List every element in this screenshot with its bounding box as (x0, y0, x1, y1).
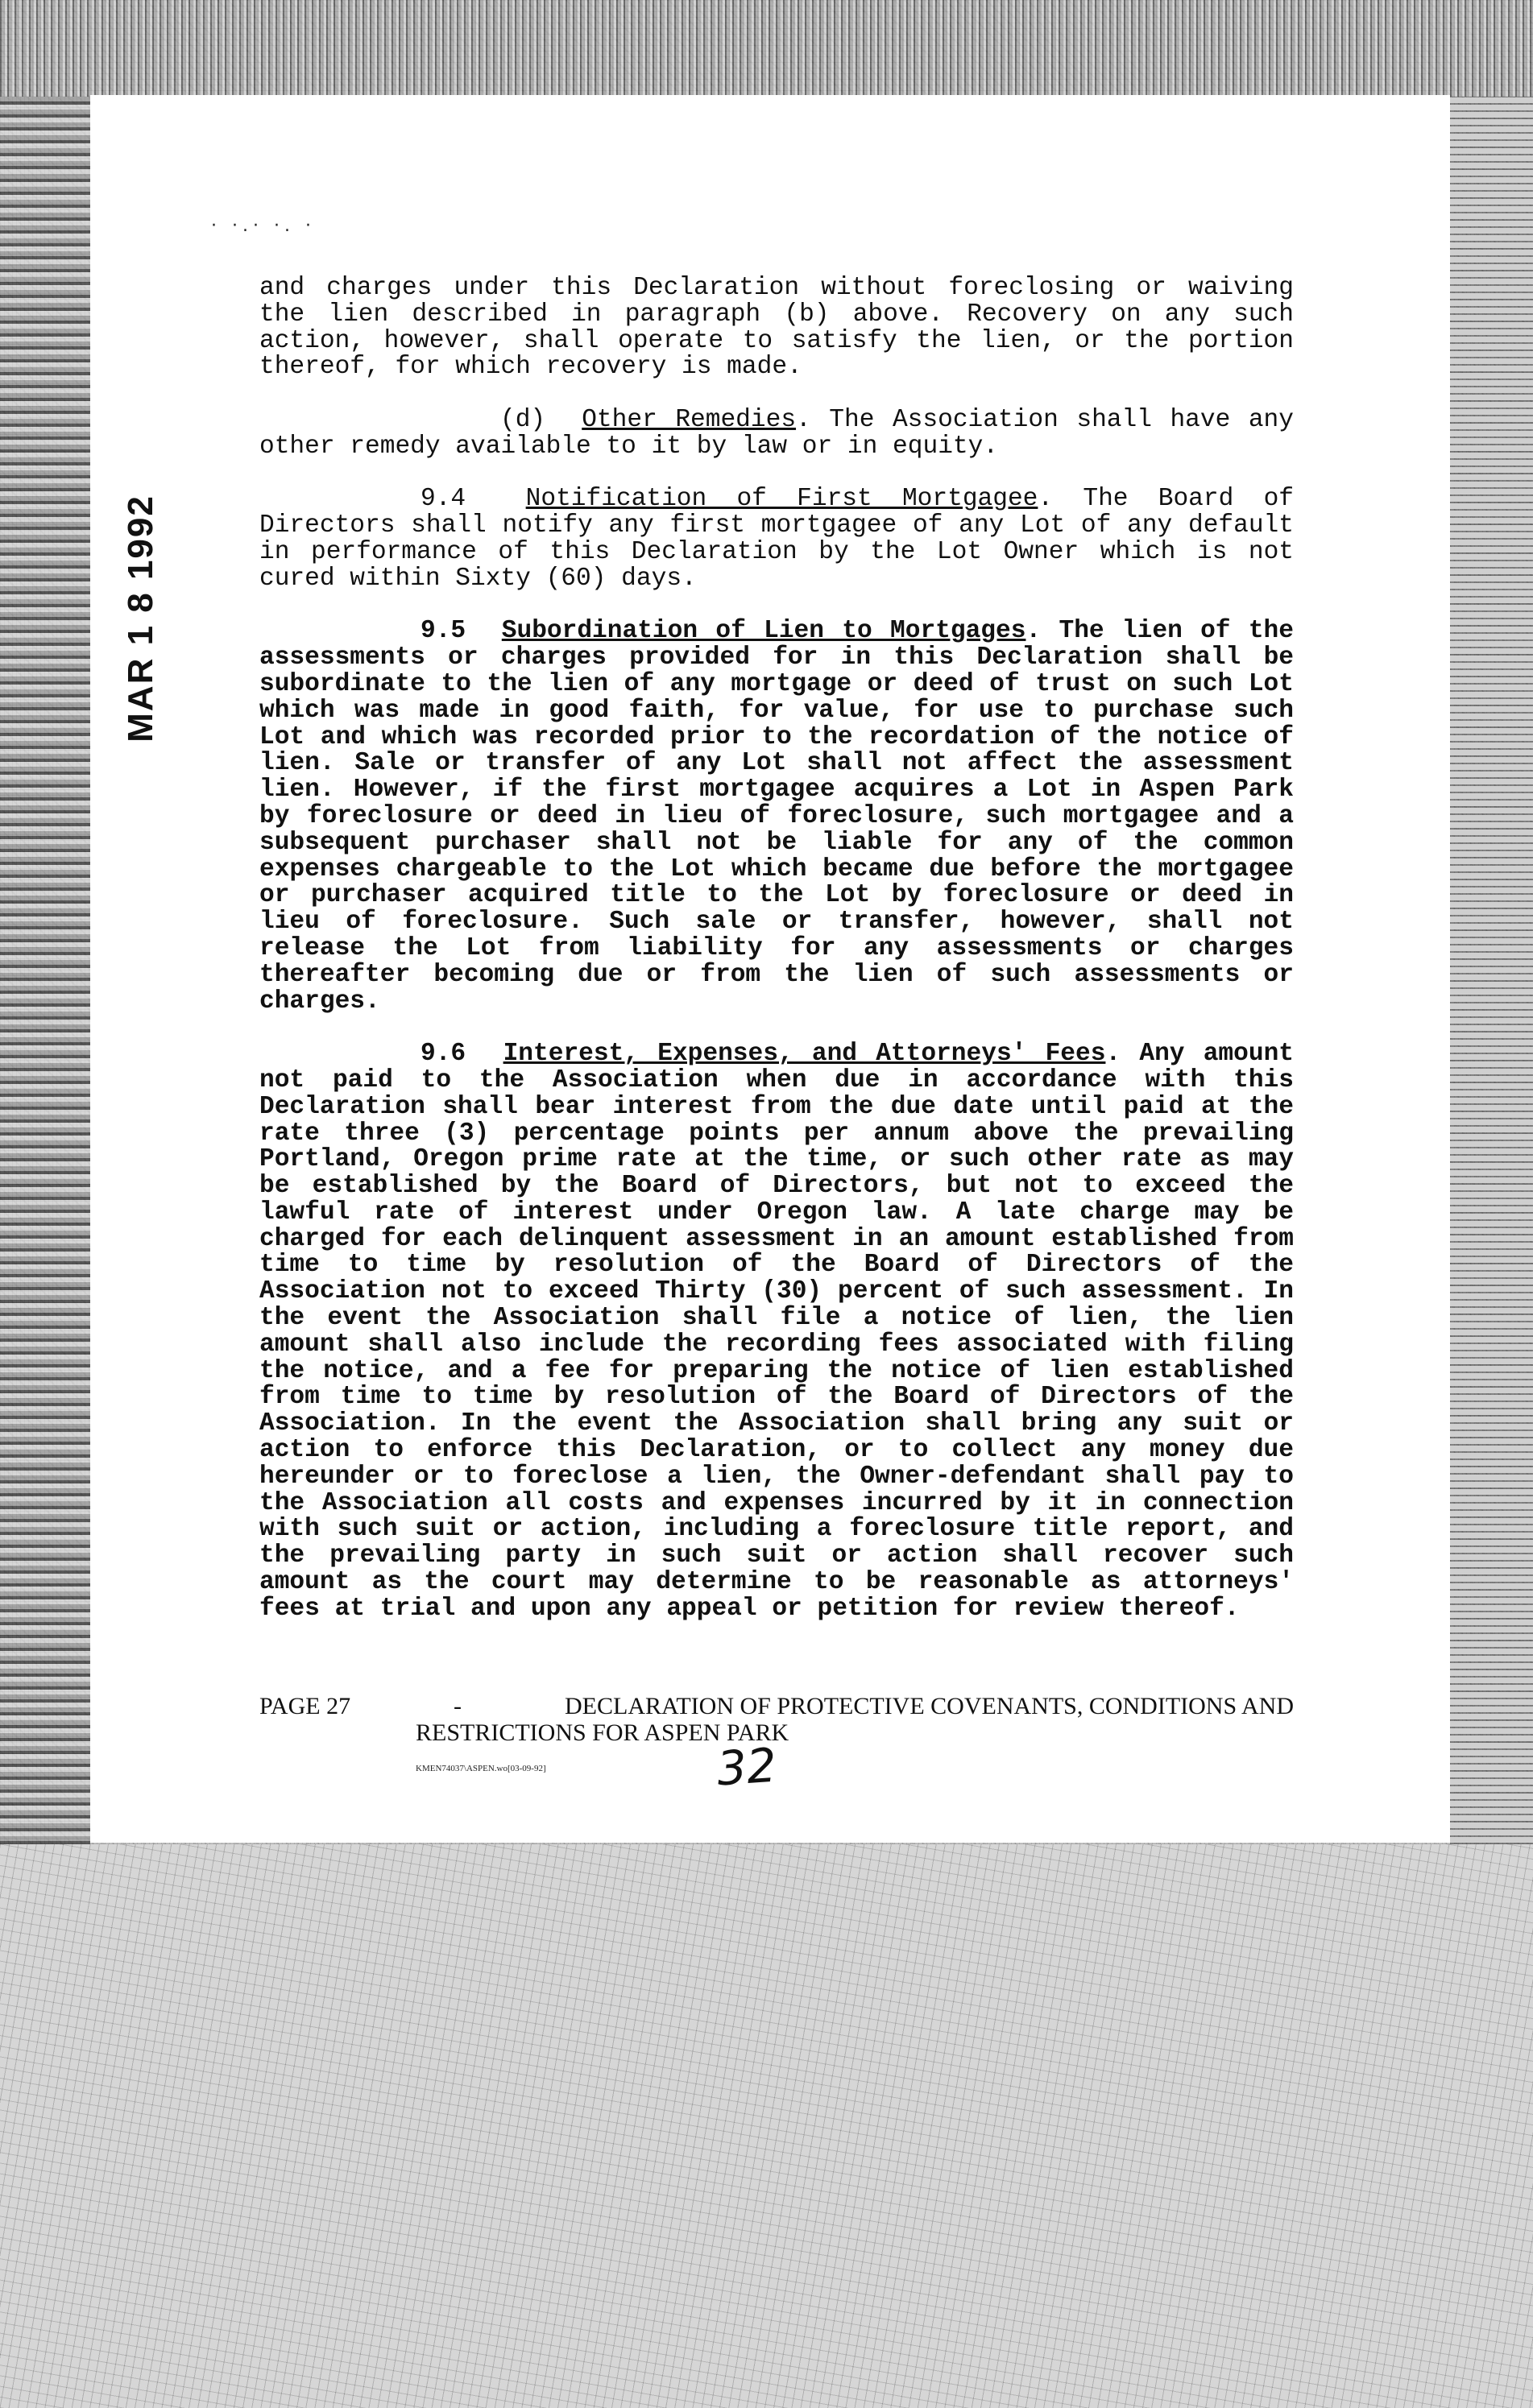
page-label: PAGE 27 (259, 1693, 351, 1719)
scan-noise-top (0, 0, 1533, 97)
scan-specks: · ·.· ·. · (211, 216, 316, 236)
section-number: 9.6 (421, 1040, 466, 1069)
handwritten-page-number: 32 (715, 1737, 779, 1797)
section-number: 9.5 (421, 617, 466, 646)
file-code: KMEN74037\ASPEN.wo[03-09-92] (416, 1764, 546, 1773)
section-title: Notification of First Mortgagee (525, 485, 1038, 514)
footer-title-part2: RESTRICTIONS FOR ASPEN PARK (416, 1719, 789, 1746)
section-title: Interest, Expenses, and Attorneys' Fees (503, 1040, 1106, 1069)
section-body: . The Board of Directors shall notify any first mortgagee of any Lot of any default in performance of this Declaration by the Lot Owner which is not cured within Sixty (60) days. (259, 485, 1294, 593)
subsection-number: (d) (500, 405, 546, 434)
section-title: Subordination of Lien to Mortgages (501, 617, 1026, 646)
date-stamp (113, 494, 169, 743)
section-number: 9.4 (421, 485, 466, 514)
paragraph-other-remedies (259, 405, 1294, 461)
paragraph-continuation-text: and charges under this Declaration without foreclosing or waiving the lien described in paragraph (b) above. Recovery on any such action, however, shall operate to satisfy the lien, or the portion thereof, for which recovery is made. (259, 274, 1294, 382)
document-body (259, 275, 1294, 1649)
section-9-5 (259, 619, 1294, 1015)
section-9-4 (259, 486, 1294, 592)
section-body: . Any amount not paid to the Association when due in accordance with this Declaration shall bear interest from the due date until paid at the rate three (3) percentage points per annum above the prevailing Portland, Oregon prime rate at the time, or such other rate as may be established by the Board of Directors, but not to exceed the lawful rate of interest under Oregon law. A late charge may be charged for each delinquent assessment in an amount established from time to time by resolution of the Board of Directors of the Association not to exceed Thirty (30) percent of such assessment. In the event the Association shall file a notice of lien, the lien amount shall also include the recording fees associated with filing the notice, and a fee for preparing the notice of lien established from time to time by resolution of the Board of Directors of the Association. In the event the Association shall bring any suit or action to enforce this Declaration, or to collect any money due hereunder or to foreclose a lien, the Owner-defendant shall pay to the Association all costs and expenses incurred by it in connection with such suit or action, including a foreclosure title report, and the prevailing party in such suit or action shall recover such amount as the court may determine to be reasonable as attorneys' fees at trial and upon any appeal or petition for review thereof. (259, 1040, 1295, 1623)
date-stamp-text: MAR 1 8 1992 (121, 494, 161, 743)
page-footer (259, 1693, 1294, 1746)
subsection-body: . The Association shall have any other remedy available to it by law or in equity. (259, 405, 1294, 461)
scan-noise-left (0, 97, 90, 1844)
footer-dash: - (454, 1693, 462, 1719)
scan-noise-right (1450, 97, 1533, 1844)
footer-title-part1: DECLARATION OF PROTECTIVE COVENANTS, CONDITIONS AND (565, 1693, 1294, 1719)
subsection-title: Other Remedies (582, 405, 797, 434)
scan-noise-bottom (0, 1844, 1533, 2408)
paragraph-continuation (259, 275, 1294, 381)
footer-line-2 (259, 1719, 1294, 1746)
section-9-6 (259, 1041, 1294, 1623)
footer-line-1 (259, 1693, 1294, 1719)
section-body: . The lien of the assessments or charges provided for in this Declaration shall be subordinate to the lien of any mortgage or deed of trust on such Lot which was made in good faith, for value, for use to purchase such Lot and which was recorded prior to the recordation of the notice of lien. Sale or transfer of any Lot shall not affect the assessment lien. However, if the first mortgagee acquires a Lot in Aspen Park by foreclosure or deed in lieu of foreclosure, such mortgagee and a subsequent purchaser shall not be liable for any of the common expenses chargeable to the Lot which became due before the mortgagee or purchaser acquired title to the Lot by foreclosure or deed in lieu of foreclosure. Such sale or transfer, however, shall not release the Lot from liability for any assessments or charges thereafter becoming due or from the lien of such assessments or charges. (259, 617, 1294, 1016)
